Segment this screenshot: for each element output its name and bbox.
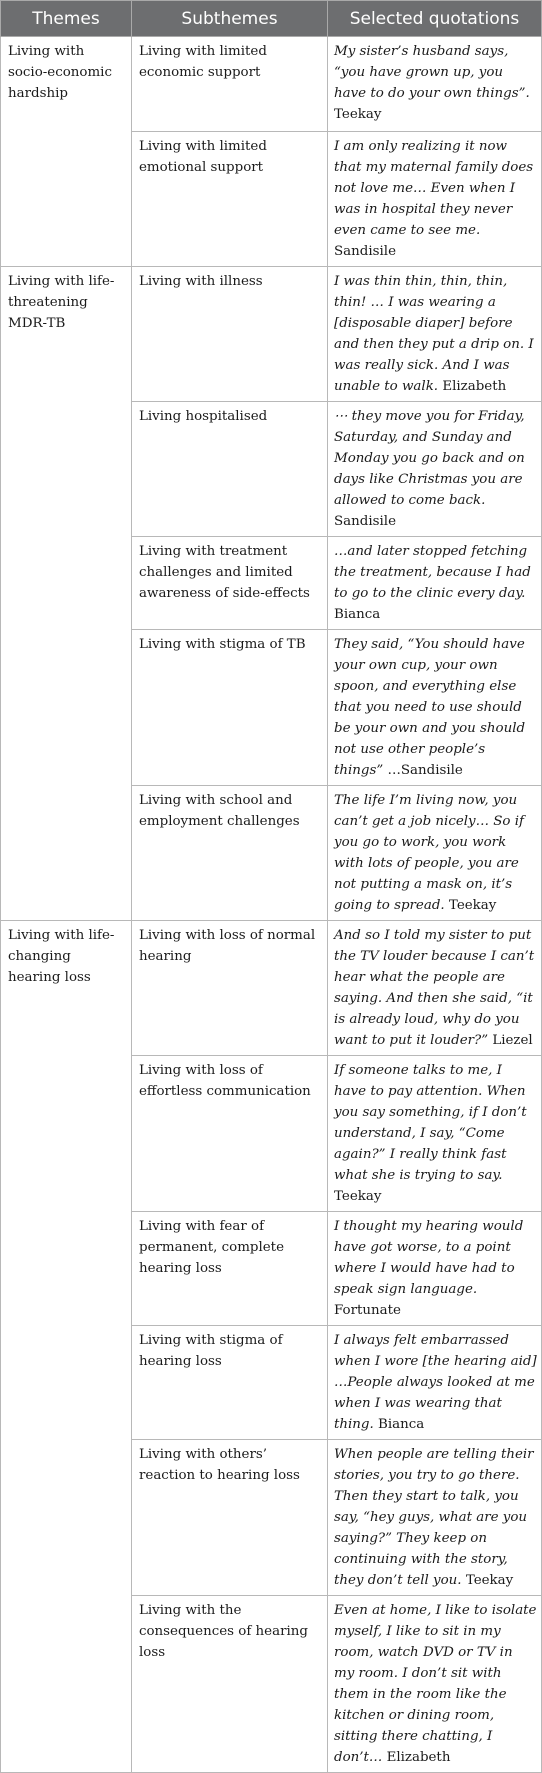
quote-cell (328, 537, 542, 630)
quote-cell (328, 267, 542, 402)
header-row (1, 1, 542, 37)
quote-text: …and later stopped fetching the treatment, because I had to go to the clinic every day. (334, 544, 531, 601)
quote-text: When people are telling their stories, you try to go there. Then they start to talk, you say, “hey guys, what are you saying?” They keep on continuing with the story, they don’t tell you. (334, 1447, 534, 1588)
subtheme-cell: Living with school and employment challenges (132, 786, 328, 921)
quote-cell (328, 1440, 542, 1596)
subtheme-cell: Living with the consequences of hearing loss (132, 1596, 328, 1773)
quote-text: I am only realizing it now that my maternal family does not love me… Even when I was in hospital they never even came to see me. (334, 139, 534, 238)
speaker-name: Liezel (492, 1033, 533, 1048)
quote-text: They said, “You should have your own cup, your own spoon, and everything else that you need to use should be your own and you should not use other people’s things” (334, 637, 526, 778)
quote-cell (328, 786, 542, 921)
header-themes: Themes (1, 1, 132, 37)
quote-cell (328, 1212, 542, 1326)
table-row (1, 267, 542, 402)
quote-text: I always felt embarrassed when I wore [the hearing aid] …People always looked at me when I was wearing that thing. (334, 1333, 537, 1432)
quote-cell (328, 1056, 542, 1212)
subtheme-cell: Living with fear of permanent, complete hearing loss (132, 1212, 328, 1326)
theme-cell: Living with life-changing hearing loss (1, 921, 132, 1773)
quote-cell (328, 630, 542, 786)
quote-cell (328, 1326, 542, 1440)
quote-text: The life I’m living now, you can’t get a job nicely… So if you go to work, you work with lots of people, you are not putting a mask on, it’s going to spread. (334, 793, 524, 913)
quote-text: ⋯ they move you for Friday, Saturday, and Sunday and Monday you go back and on days like Christmas you are allowed to come back. (334, 409, 525, 508)
quote-text: My sister’s husband says, “you have grown up, you have to do your own things”. (334, 44, 530, 101)
table-row (1, 37, 542, 132)
quote-cell (328, 921, 542, 1056)
speaker-name: Bianca (378, 1417, 425, 1432)
subtheme-cell: Living with limited emotional support (132, 132, 328, 267)
speaker-name: Teekay (448, 898, 497, 913)
subtheme-cell: Living hospitalised (132, 402, 328, 537)
theme-cell: Living with life-threatening MDR-TB (1, 267, 132, 921)
subtheme-cell: Living with stigma of TB (132, 630, 328, 786)
speaker-name: Teekay (334, 107, 382, 122)
quote-text: If someone talks to me, I have to pay attention. When you say something, if I don’t understand, I say, “Come again?” I really think fast what she is trying to say. (334, 1063, 527, 1183)
theme-cell: Living with socio-economic hardship (1, 37, 132, 267)
header-subthemes: Subthemes (132, 1, 328, 37)
header-quotations: Selected quotations (328, 1, 542, 37)
speaker-name: Teekay (465, 1573, 514, 1588)
speaker-name: Bianca (334, 607, 381, 622)
quote-text: I thought my hearing would have got worse, to a point where I would have had to speak sign language. (334, 1219, 524, 1297)
table-row (1, 921, 542, 1056)
quote-cell (328, 37, 542, 132)
quote-text: And so I told my sister to put the TV louder because I can’t hear what the people are saying. And then she said, “it is already loud, why do you want to put it louder?” (334, 928, 535, 1048)
quote-text: I was thin thin, thin, thin, thin! … I was wearing a [disposable diaper] before and then they put a drip on. I was really sick. And I was unable to walk. (334, 274, 534, 394)
subtheme-cell: Living with loss of effortless communication (132, 1056, 328, 1212)
speaker-name: Elizabeth (442, 379, 507, 394)
subtheme-cell: Living with stigma of hearing loss (132, 1326, 328, 1440)
quote-cell (328, 132, 542, 267)
quote-cell (328, 1596, 542, 1773)
speaker-name: Teekay (334, 1189, 382, 1204)
quote-cell (328, 402, 542, 537)
table-body (1, 37, 542, 1773)
speaker-name: …Sandisile (387, 763, 463, 778)
subtheme-cell: Living with limited economic support (132, 37, 328, 132)
subtheme-cell: Living with treatment challenges and limited awareness of side-effects (132, 537, 328, 630)
subtheme-cell: Living with loss of normal hearing (132, 921, 328, 1056)
subtheme-cell: Living with illness (132, 267, 328, 402)
speaker-name: Sandisile (334, 514, 396, 529)
subtheme-cell: Living with others’ reaction to hearing loss (132, 1440, 328, 1596)
speaker-name: Sandisile (334, 244, 396, 259)
speaker-name: Fortunate (334, 1303, 401, 1318)
speaker-name: Elizabeth (386, 1750, 451, 1765)
quote-text: Even at home, I like to isolate myself, I like to sit in my room, watch DVD or TV in my room. I don’t sit with them in the room like the kitchen or dining room, sitting there chatting, I don’t… (334, 1603, 537, 1765)
